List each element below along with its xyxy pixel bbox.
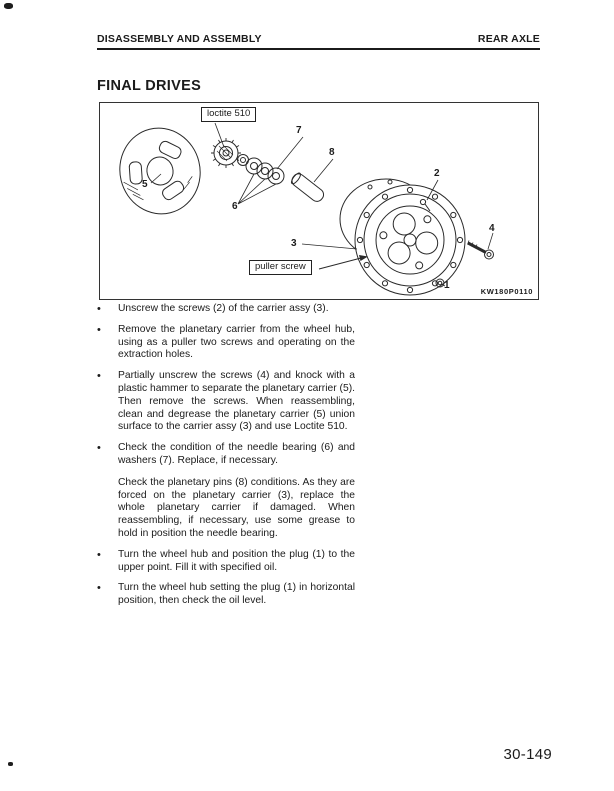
planetary-pin-drawing <box>290 171 326 203</box>
scan-artifact <box>8 762 13 766</box>
figure-code: KW180P0110 <box>480 287 533 296</box>
bullet-marker: • <box>97 442 101 455</box>
bullet-marker: • <box>97 582 101 595</box>
instruction-paragraph: Check the planetary pins (8) conditions. As they are forced on the planetary carrier (3), replace the whole planetary carrier if damaged. When reassembling, if necessary, use some grease to hold in position the needle bearing. <box>118 476 355 539</box>
header-section-right: REAR AXLE <box>477 33 540 45</box>
callout-2: 2 <box>434 168 440 179</box>
callout-1: 1 <box>444 280 450 291</box>
bullet-marker: • <box>97 370 101 383</box>
instruction-text: Turn the wheel hub and position the plug (1) to the upper point. Fill it with specified oil. <box>118 548 355 573</box>
page-number: 30-149 <box>503 746 552 763</box>
callout-6: 6 <box>232 201 238 212</box>
page-header <box>97 33 540 45</box>
instruction-text: Remove the planetary carrier from the wheel hub, using as a puller two screws and operating on the extraction holes. <box>118 323 355 361</box>
instruction-item <box>97 582 355 608</box>
puller-screw-label: puller screw <box>249 260 312 275</box>
exploded-view-drawing <box>100 103 538 299</box>
header-rule <box>97 48 540 50</box>
instruction-item <box>97 303 355 316</box>
instruction-item <box>97 324 355 362</box>
callout-5: 5 <box>142 179 148 190</box>
scan-artifact <box>4 3 13 9</box>
wheel-hub-drawing <box>340 179 465 295</box>
instruction-text: Turn the wheel hub setting the plug (1) in horizontal position, then check the oil level. <box>118 582 355 607</box>
instruction-text: Partially unscrew the screws (4) and knock with a plastic hammer to separate the planetary carrier (5). Then remove the screws. When reassembling, clean and degrease the planetary carrier (5) union surface to the carrier assy (3) and use Loctite 510. <box>118 370 355 433</box>
callout-4: 4 <box>489 223 495 234</box>
callout-7: 7 <box>296 125 302 136</box>
instruction-item <box>97 442 355 541</box>
callout-8: 8 <box>329 147 335 158</box>
sun-gear-drawing <box>211 138 241 168</box>
header-section-left: DISASSEMBLY AND ASSEMBLY <box>97 33 262 45</box>
page-title: FINAL DRIVES <box>97 78 202 94</box>
bullet-marker: • <box>97 323 101 336</box>
instruction-list <box>97 303 355 616</box>
carrier-assy-drawing <box>111 120 209 223</box>
instruction-text: Check the condition of the needle bearing (6) and washers (7). Replace, if necessary. <box>118 442 355 466</box>
bullet-marker: • <box>97 548 101 561</box>
instruction-item <box>97 370 355 434</box>
exploded-view-figure <box>99 102 539 300</box>
bearing-washers-drawing <box>238 155 285 185</box>
instruction-item <box>97 549 355 575</box>
callout-3: 3 <box>291 238 297 249</box>
loctite-label: loctite 510 <box>201 107 256 122</box>
instruction-text: Unscrew the screws (2) of the carrier assy (3). <box>118 303 329 314</box>
bullet-marker: • <box>97 303 101 315</box>
